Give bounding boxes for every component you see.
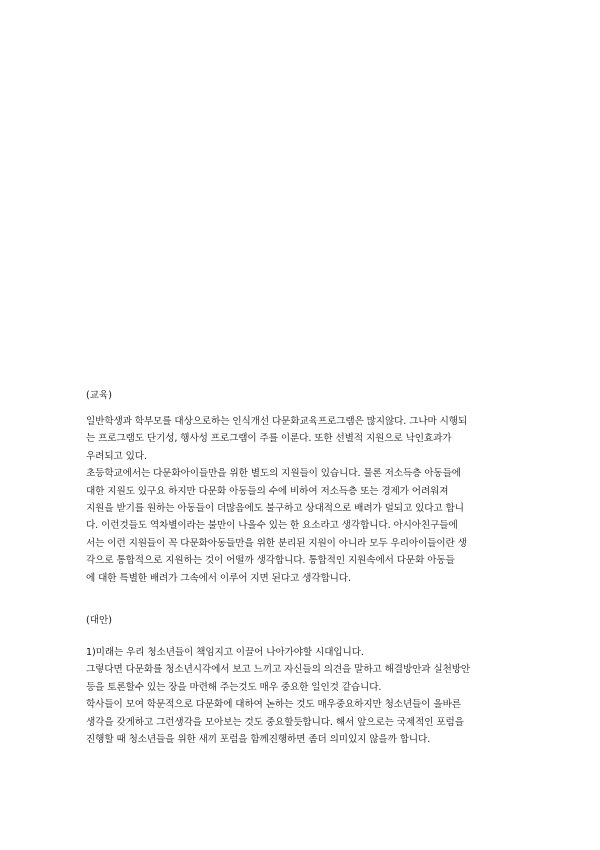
alternative-line: 학사들이 모여 학문적으로 다문화에 대하여 논하는 것도 매우중요하지만 청소년들이 올바른 (86, 699, 461, 711)
alternative-line: 등을 토론할수 있는 장을 마련해 주는것도 매우 중요한 일인것 같습니다. (86, 681, 382, 693)
education-line: 는 프로그램도 단기성, 행사성 프로그램이 주를 이룬다. 또한 선별적 지원으로 낙인효과가 (86, 433, 452, 445)
education-line: 에 대한 특별한 배려가 그속에서 이루어 지면 된다고 생각합니다. (86, 572, 351, 584)
education-paragraph (86, 413, 516, 587)
education-line: 일반학생과 학부모를 대상으로하는 인식개선 다문화교육프로그램은 많지않다. 그나마 시행되 (86, 416, 468, 427)
education-line: 서는 이런 지원들이 꼭 다문화아동들만을 위한 분리된 지원이 아니라 모두 우리아이들이란 생 (86, 537, 467, 549)
alternative-line: 생각을 갖게하고 그런생각을 모아보는 것도 중요할듯합니다. 해서 앞으로는 국제적인 포럼을 (86, 716, 464, 728)
education-line: 각으로 통합적으로 지원하는 것이 어떨까 생각합니다. 통합적인 지원속에서 다문화 아동들 (86, 555, 455, 567)
alternative-line: 진행할 때 청소년들을 위한 새끼 포럼을 함께진행하면 좀더 의미있지 않을까 합니다. (86, 733, 431, 745)
section-heading-education: (교육) (86, 390, 113, 401)
section-heading-alternative: (대안) (86, 615, 113, 626)
education-line: 다. 이런것들도 역차별이라는 불만이 나올수 있는 한 요소라고 생각합니다. 아시아친구들에 (86, 520, 458, 532)
education-line: 대한 지원도 있구요 하지만 다문화 아동들의 수에 비하여 저소득층 또는 경제가 어려워져 (86, 485, 449, 497)
alternative-line: 1)미래는 우리 청소년들이 책임지고 이끌어 나아가야할 시대입니다. (86, 647, 364, 658)
education-line: 우려되고 있다. (86, 450, 147, 462)
alternative-paragraph (86, 644, 516, 748)
education-line: 초등학교에서는 다문화아이들만을 위한 별도의 지원들이 있습니다. 물론 저소득층 아동들에 (86, 468, 461, 480)
alternative-line: 그렇다면 다문화를 청소년시각에서 보고 느끼고 자신들의 의견을 말하고 해결방안과 실천방안 (86, 664, 471, 676)
education-line: 지원을 받기를 원하는 아동들이 더많음에도 불구하고 상대적으로 배려가 덜되고 있다고 합니 (86, 502, 464, 514)
